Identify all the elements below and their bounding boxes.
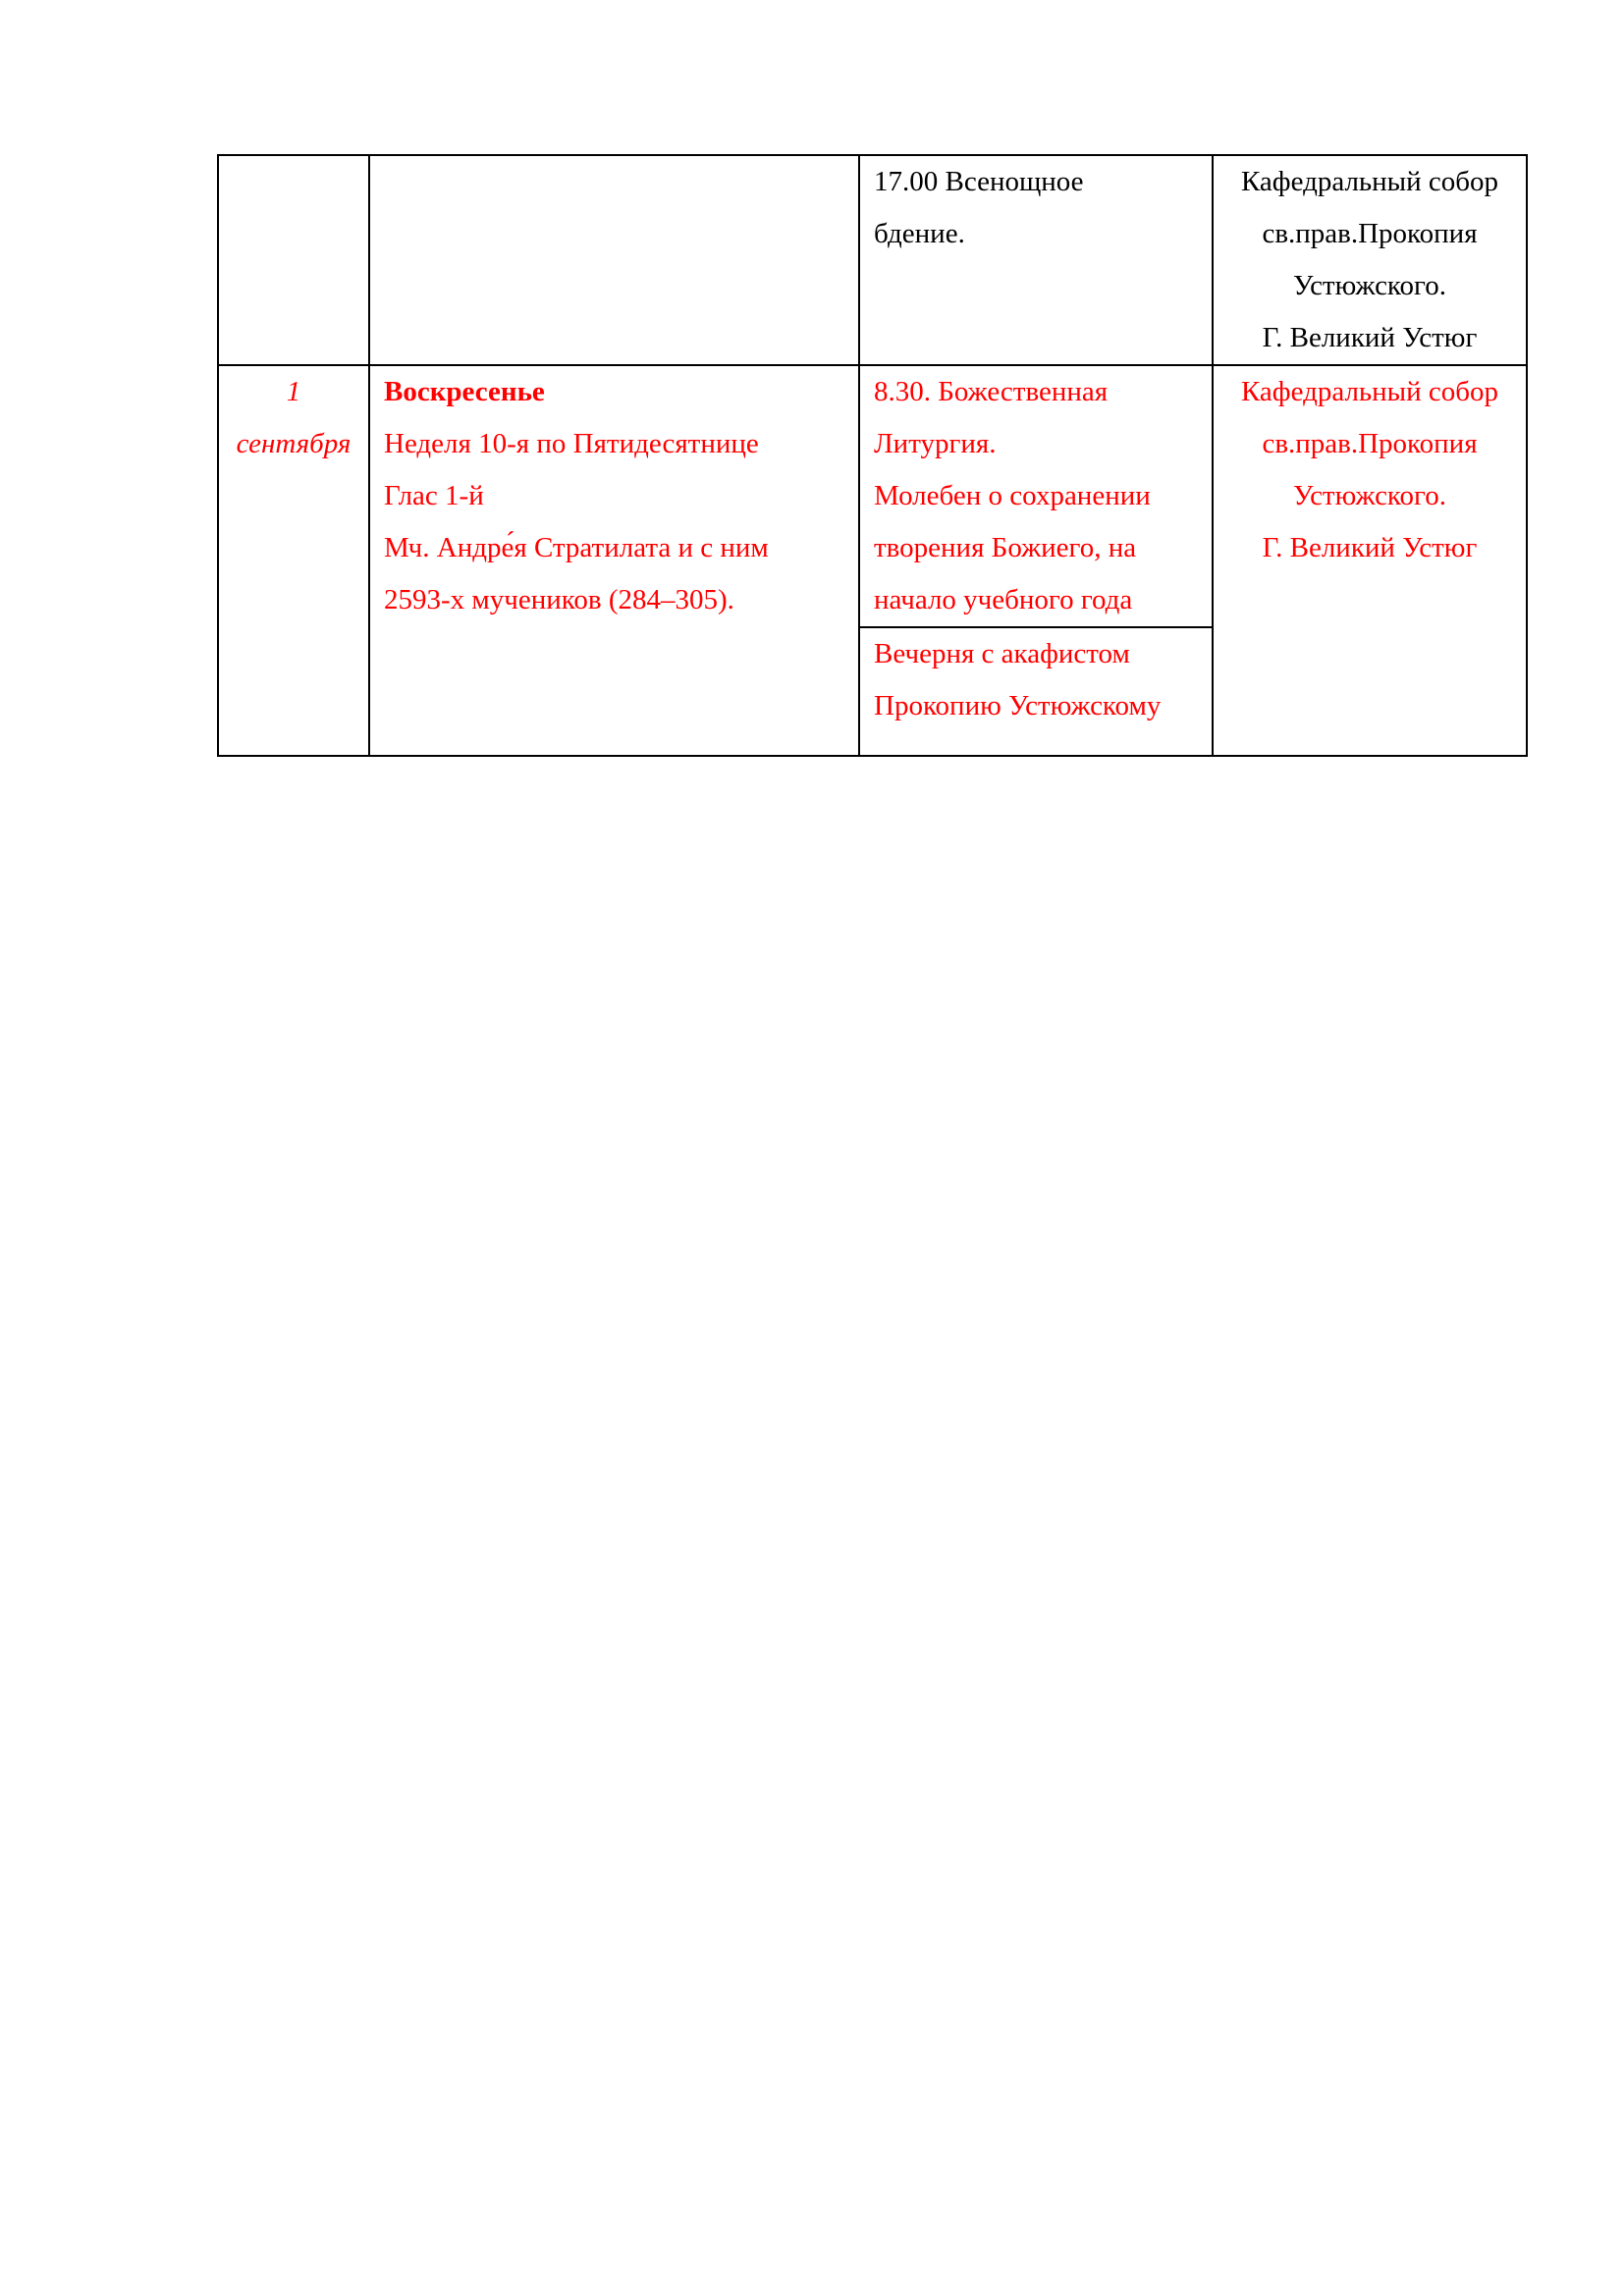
place-cell xyxy=(1213,365,1527,756)
service-line: Литургия. xyxy=(874,428,997,459)
service-cell xyxy=(859,627,1213,756)
date-month: сентября xyxy=(236,428,352,459)
date-cell xyxy=(218,365,369,756)
service-cell xyxy=(859,365,1213,627)
place-line: св.прав.Прокопия xyxy=(1262,218,1478,249)
day-info-line: Неделя 10-я по Пятидесятнице xyxy=(384,428,759,459)
place-cell xyxy=(1213,155,1527,365)
place-line: св.прав.Прокопия xyxy=(1262,428,1478,459)
day-info-line: Глас 1-й xyxy=(384,480,484,511)
day-info-line: 2593-х мучеников (284–305). xyxy=(384,584,734,615)
place-line: Г. Великий Устюг xyxy=(1262,532,1478,563)
date-cell xyxy=(218,155,369,365)
service-line: Прокопию Устюжскому xyxy=(874,690,1162,721)
service-cell xyxy=(859,155,1213,365)
place-line: Устюжского. xyxy=(1293,480,1446,511)
weekday-label: Воскресенье xyxy=(384,376,545,407)
service-line: Вечерня с акафистом xyxy=(874,638,1130,669)
service-line: 17.00 Всенощное xyxy=(874,166,1084,197)
service-line: творения Божиего, на xyxy=(874,532,1137,563)
service-line: начало учебного года xyxy=(874,584,1133,615)
table-row xyxy=(218,155,1527,365)
place-line: Г. Великий Устюг xyxy=(1262,322,1478,353)
place-line: Кафедральный собор xyxy=(1240,376,1499,407)
service-line: 8.30. Божественная xyxy=(874,376,1109,407)
day-info-cell xyxy=(369,365,859,756)
day-info-cell xyxy=(369,155,859,365)
service-line: Молебен о сохранении xyxy=(874,480,1151,511)
date-day: 1 xyxy=(286,376,301,407)
day-info-line: Мч. Андре́я Стратилата и с ним xyxy=(384,532,769,563)
schedule-table xyxy=(217,154,1528,757)
service-line: бдение. xyxy=(874,218,965,249)
place-line: Кафедральный собор xyxy=(1240,166,1499,197)
table-row xyxy=(218,365,1527,627)
place-line: Устюжского. xyxy=(1293,270,1446,301)
